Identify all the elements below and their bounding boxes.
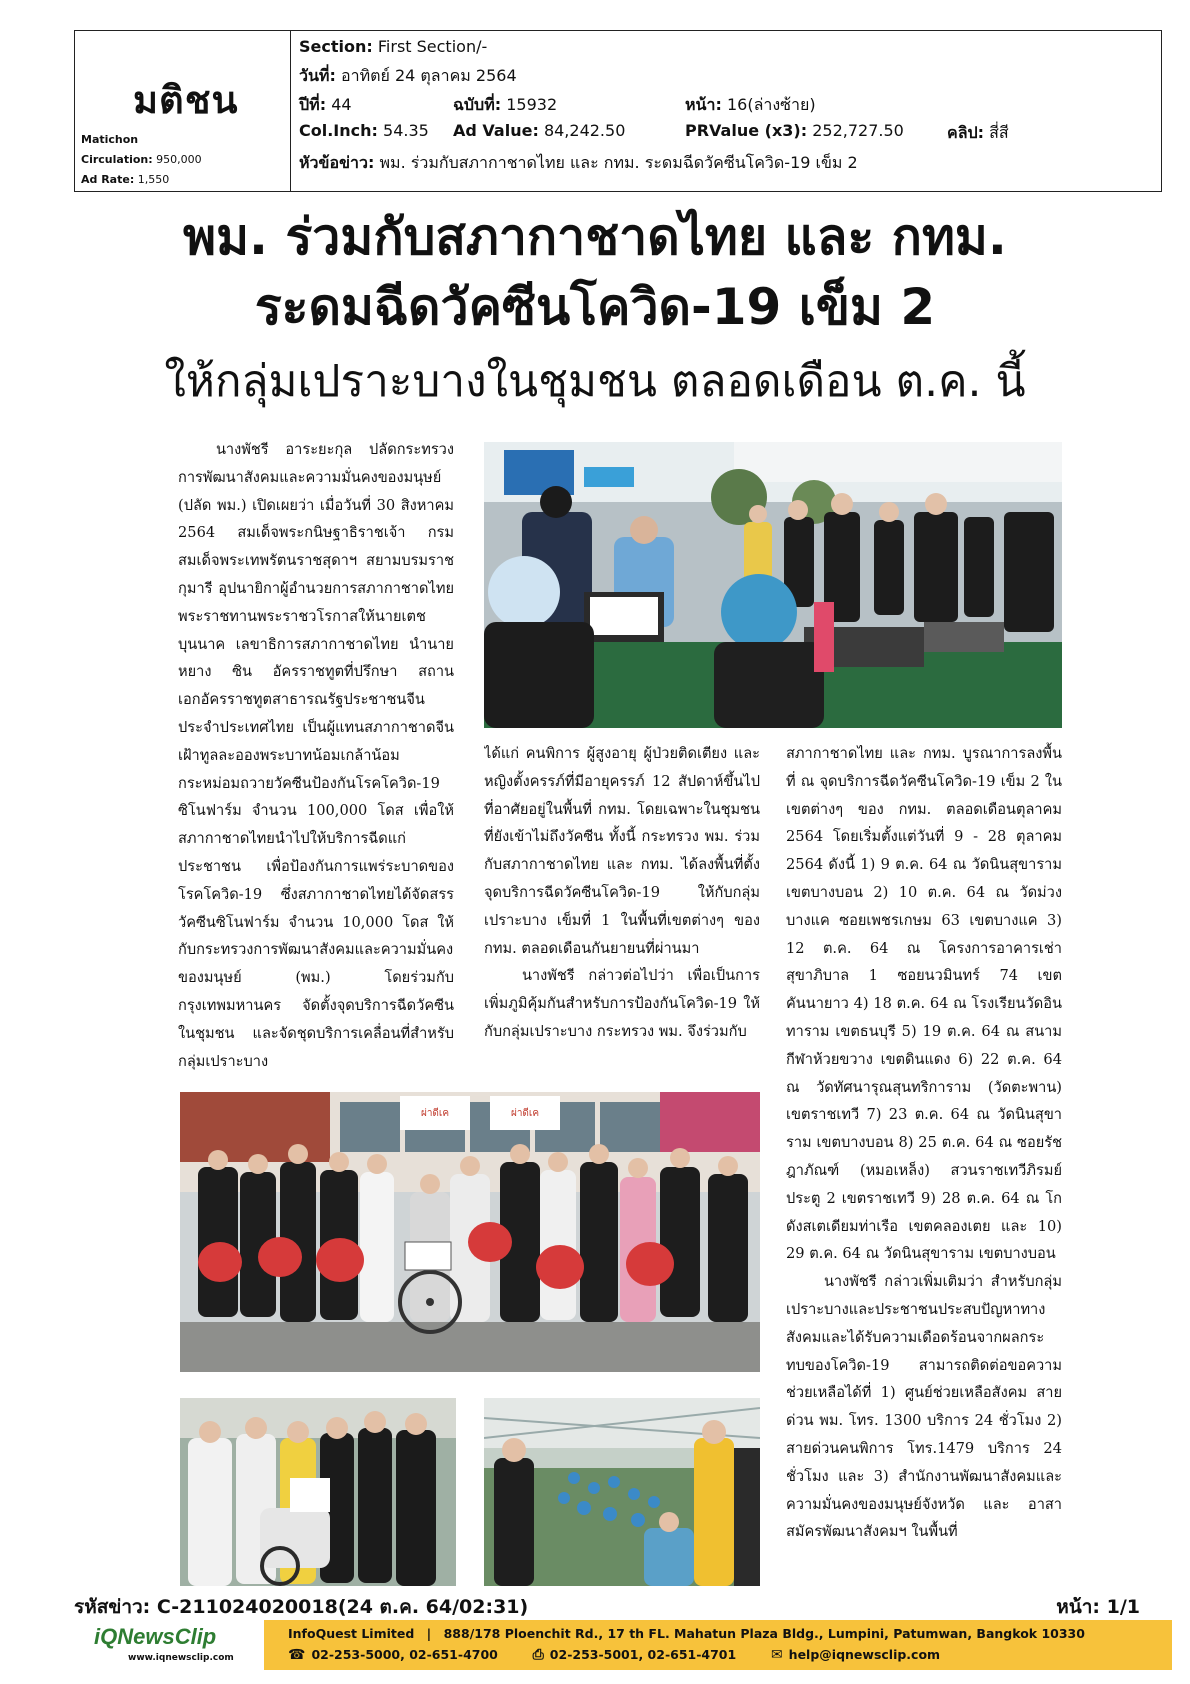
year: ปีที่: 44: [299, 95, 352, 114]
subheadline: ให้กลุ่มเปราะบางในชุมชน ตลอดเดือน ต.ค. นี้: [164, 356, 1026, 407]
fax: 02-253-5001, 02-651-4701: [549, 1647, 737, 1662]
brand-name: iQNewsClip: [94, 1624, 217, 1649]
photo-3-image: [180, 1398, 456, 1586]
photo-4-image: [484, 1398, 760, 1586]
address: 888/178 Ploenchit Rd., 17 th FL. Mahatun Plaza Bldg., Lumpini, Patumwan, Bangkok 10330: [443, 1626, 1085, 1641]
circulation: Circulation: 950,000: [81, 153, 202, 166]
photo-vaccination-site: [484, 442, 1062, 728]
issue: ฉบับที่: 15932: [453, 95, 558, 114]
publication-name: Matichon: [81, 133, 139, 146]
company-name: InfoQuest Limited: [288, 1626, 415, 1641]
photo-group-donation: [180, 1092, 760, 1372]
email-icon: ✉: [770, 1647, 783, 1663]
contact-band: [264, 1620, 1172, 1670]
iqnewsclip-logo: [94, 1622, 264, 1670]
phone-icon: ☎: [288, 1647, 306, 1663]
email: help@iqnewsclip.com: [788, 1647, 941, 1662]
contact-line: [288, 1647, 940, 1663]
page-ref: หน้า: 16(ล่างซ้าย): [685, 95, 816, 114]
paragraph-2-continued: สภากาชาดไทย และ กทม. บูรณาการลงพื้นที่ ณ จุดบริการฉีดวัคซีนโควิด-19 เข็ม 2 ในเขตต่างๆ ของ กทม. ตลอดเดือนตุลาคม 2564 โดยเริ่มตั้งแต่วันที่ 9 - 28 ตุลาคม 2564 ดังนี้ 1) 9 ต.ค. 64 ณ วัดนินสุขาราม เขตบางบอน 2) 10 ต.ค. 64 ณ วัดม่วง บางแค ซอยเพชรเกษม 63 เขตบางแค 3) 12 ต.ค. 64 ณ โครงการอาคารเช่าสุขาภิบาล 1 ซอยนวมินทร์ 74 เขตคันนายาว 4) 18 ต.ค. 64 ณ โรงเรียนวัดอินทาราม เขตธนบุรี 5) 19 ต.ค. 64 ณ สนามกีฬาห้วยขวาง เขตดินแดง 6) 22 ต.ค. 64 ณ วัดทัศนารุณสุนทริการาม (วัดตะพาน) เขตราชเทวี 7) 23 ต.ค. 64 ณ วัดนินสุขาราม เขตบางบอน 8) 25 ต.ค. 64 ณ ซอยรัชฎาภัณฑ์ (หมอเหล็ง) สวนราชเทวีภิรมย์ประตู 2 เขตราชเทวี 9) 28 ต.ค. 64 ณ โกดังสเตเดียมท่าเรือ เขตคลองเตย และ 10) 29 ต.ค. 64 ณ วัดนินสุขาราม เขตบางบอน: [786, 745, 1062, 1263]
headline-meta: หัวข้อข่าว: พม. ร่วมกับสภากาชาดไทย และ กทม. ระดมฉีดวัคซีนโควิด-19 เข็ม 2: [299, 153, 858, 172]
photo-crowd-waiting: [484, 1398, 760, 1586]
headline-line-2: ระดมฉีดวัคซีนโควิด-19 เข็ม 2: [254, 278, 936, 336]
clipping-meta: [291, 31, 1161, 191]
article-column-3: [786, 740, 1062, 1590]
paragraph-2: นางพัชรี กล่าวต่อไปว่า เพื่อเป็นการเพิ่มภูมิคุ้มกันสำหรับการป้องกันโควิด-19 ให้กับกลุ่มเปราะบาง กระทรวง พม. จึงร่วมกับ: [484, 967, 760, 1040]
brand-url: www.iqnewsclip.com: [128, 1653, 234, 1663]
article-column-1: [178, 436, 454, 1086]
date: วันที่: อาทิตย์ 24 ตุลาคม 2564: [299, 66, 517, 85]
paragraph-1-continued: ได้แก่ คนพิการ ผู้สูงอายุ ผู้ป่วยติดเตียง และหญิงตั้งครรภ์ที่มีอายุครรภ์ 12 สัปดาห์ขึ้นไป ที่อาศัยอยู่ในพื้นที่ กทม. โดยเฉพาะในชุมชนที่ยังเข้าไม่ถึงวัคซีน ทั้งนี้ กระทรวง พม. ร่วมกับสภากาชาดไทย และ กทม. ได้ลงพื้นที่ตั้งจุดบริการฉีดวัคซีนโควิด-19 ให้กับกลุ่มเปราะบาง เข็มที่ 1 ในพื้นที่เขตต่างๆ ของ กทม. ตลอดเดือนกันยายนที่ผ่านมา: [484, 745, 760, 957]
paragraph-3: นางพัชรี กล่าวเพิ่มเติมว่า สำหรับกลุ่มเปราะบางและประชาชนประสบปัญหาทางสังคมและได้รับความเดือดร้อนจากผลกระทบของโควิด-19 สามารถติดต่อขอความช่วยเหลือได้ที่ 1) ศูนย์ช่วยเหลือสังคม สายด่วน พม. โทร. 1300 บริการ 24 ชั่วโมง 2) สายด่วนคนพิการ โทร.1479 บริการ 24 ชั่วโมง และ 3) สำนักงานพัฒนาสังคมและความมั่นคงของมนุษย์จังหวัด และ อาสาสมัครพัฒนาสังคมฯ ในพื้นที่: [786, 1273, 1062, 1541]
photo-wheelchair-recipient: [180, 1398, 456, 1586]
fax-icon: ⎙: [532, 1647, 544, 1663]
ad-value: Ad Value: 84,242.50: [453, 121, 626, 140]
publication-logo: มติชน: [133, 78, 239, 122]
photo-1-image: [484, 442, 1062, 728]
section: Section: First Section/-: [299, 37, 488, 56]
headline-line-1: พม. ร่วมกับสภากาชาดไทย และ กทม.: [183, 208, 1007, 266]
clipping-header: [74, 30, 1162, 192]
pr-value: PRValue (x3): 252,727.50: [685, 121, 904, 140]
phone: 02-253-5000, 02-651-4700: [311, 1647, 498, 1662]
publication-block: [75, 31, 291, 191]
news-id: รหัสข่าว: C-211024020018(24 ต.ค. 64/02:31): [74, 1596, 529, 1618]
sign-text-2: ผ่าดีเค: [510, 1108, 540, 1119]
photo-2-image: [180, 1092, 760, 1372]
paragraph-1: นางพัชรี อาระยะกุล ปลัดกระทรวงการพัฒนาสังคมและความมั่นคงของมนุษย์ (ปลัด พม.) เปิดเผยว่า เมื่อวันที่ 30 สิงหาคม 2564 สมเด็จพระกนิษฐาธิราชเจ้า กรมสมเด็จพระเทพรัตนราชสุดาฯ สยามบรมราชกุมารี อุปนายิกาผู้อำนวยการสภากาชาดไทย พระราชทานพระราชวโรกาสให้นายเตช บุนนาค เลขาธิการสภากาชาดไทย นำนายหยาง ซิน อัครราชทูตที่ปรึกษา สถานเอกอัครราชทูตสาธารณรัฐประชาชนจีนประจำประเทศไทย เป็นผู้แทนสภากาชาดจีน เฝ้าทูลละอองพระบาทน้อมเกล้าน้อมกระหม่อมถวายวัคซีนป้องกันโรคโควิด-19 ซิโนฟาร์ม จำนวน 100,000 โดส เพื่อให้สภากาชาดไทยนำไปให้บริการฉีดแก่ประชาชน เพื่อป้องกันการแพร่ระบาดของโรคโควิด-19 ซึ่งสภากาชาดไทยได้จัดสรรวัคซีนซิโนฟาร์ม จำนวน 10,000 โดส ให้กับกระทรวงการพัฒนาสังคมและความมั่นคงของมนุษย์ (พม.) โดยร่วมกับกรุงเทพมหานคร จัดตั้งจุดบริการฉีดวัคซีนในชุมชน และจัดชุดบริการเคลื่อนที่สำหรับกลุ่มเปราะบาง: [178, 441, 454, 1070]
article-column-2: [484, 740, 760, 1058]
col-inch: Col.Inch: 54.35: [299, 121, 429, 140]
company-address: InfoQuest Limited | 888/178 Ploenchit Rd., 17 th FL. Mahatun Plaza Bldg., Lumpini, Patumwan, Bangkok 10330: [288, 1626, 1085, 1641]
ad-rate: Ad Rate: 1,550: [81, 173, 170, 186]
page-number: หน้า: 1/1: [1056, 1596, 1140, 1618]
sign-text-1: ผ่าดีเค: [420, 1108, 450, 1119]
clip-type: คลิป: สี่สี: [947, 123, 1009, 142]
